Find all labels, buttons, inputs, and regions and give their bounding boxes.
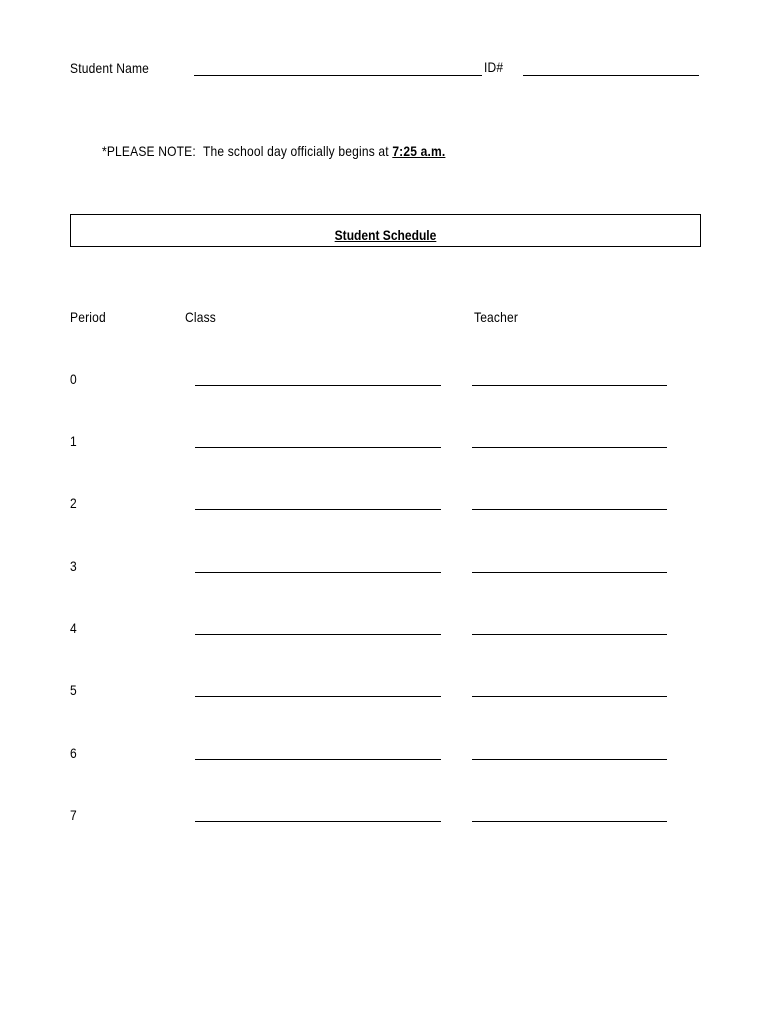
schedule-title-box (70, 214, 701, 247)
teacher-field[interactable] (472, 696, 667, 697)
id-field[interactable] (523, 75, 699, 76)
class-field[interactable] (195, 821, 441, 822)
period-number: 5 (70, 682, 77, 698)
student-name-field[interactable] (194, 75, 482, 76)
schedule-title: Student Schedule (334, 227, 437, 243)
note-line (102, 144, 445, 158)
note-time: 7:25 a.m. (392, 143, 446, 159)
period-number: 6 (70, 745, 77, 761)
period-number: 7 (70, 807, 77, 823)
period-number: 0 (70, 371, 77, 387)
teacher-field[interactable] (472, 634, 667, 635)
teacher-field[interactable] (472, 572, 667, 573)
note-text: The school day officially begins at (202, 143, 389, 159)
class-field[interactable] (195, 572, 441, 573)
column-header-period: Period (70, 309, 106, 325)
class-field[interactable] (195, 634, 441, 635)
class-field[interactable] (195, 447, 441, 448)
column-header-class: Class (185, 309, 216, 325)
teacher-field[interactable] (472, 385, 667, 386)
period-number: 4 (70, 620, 77, 636)
student-name-label: Student Name (70, 60, 150, 76)
class-field[interactable] (195, 385, 441, 386)
class-field[interactable] (195, 759, 441, 760)
period-number: 1 (70, 433, 77, 449)
teacher-field[interactable] (472, 509, 667, 510)
class-field[interactable] (195, 696, 441, 697)
teacher-field[interactable] (472, 759, 667, 760)
id-label: ID# (484, 59, 504, 75)
teacher-field[interactable] (472, 821, 667, 822)
period-number: 3 (70, 558, 77, 574)
teacher-field[interactable] (472, 447, 667, 448)
note-prefix: *PLEASE NOTE: (102, 143, 196, 159)
period-number: 2 (70, 495, 77, 511)
class-field[interactable] (195, 509, 441, 510)
column-header-teacher: Teacher (474, 309, 519, 325)
